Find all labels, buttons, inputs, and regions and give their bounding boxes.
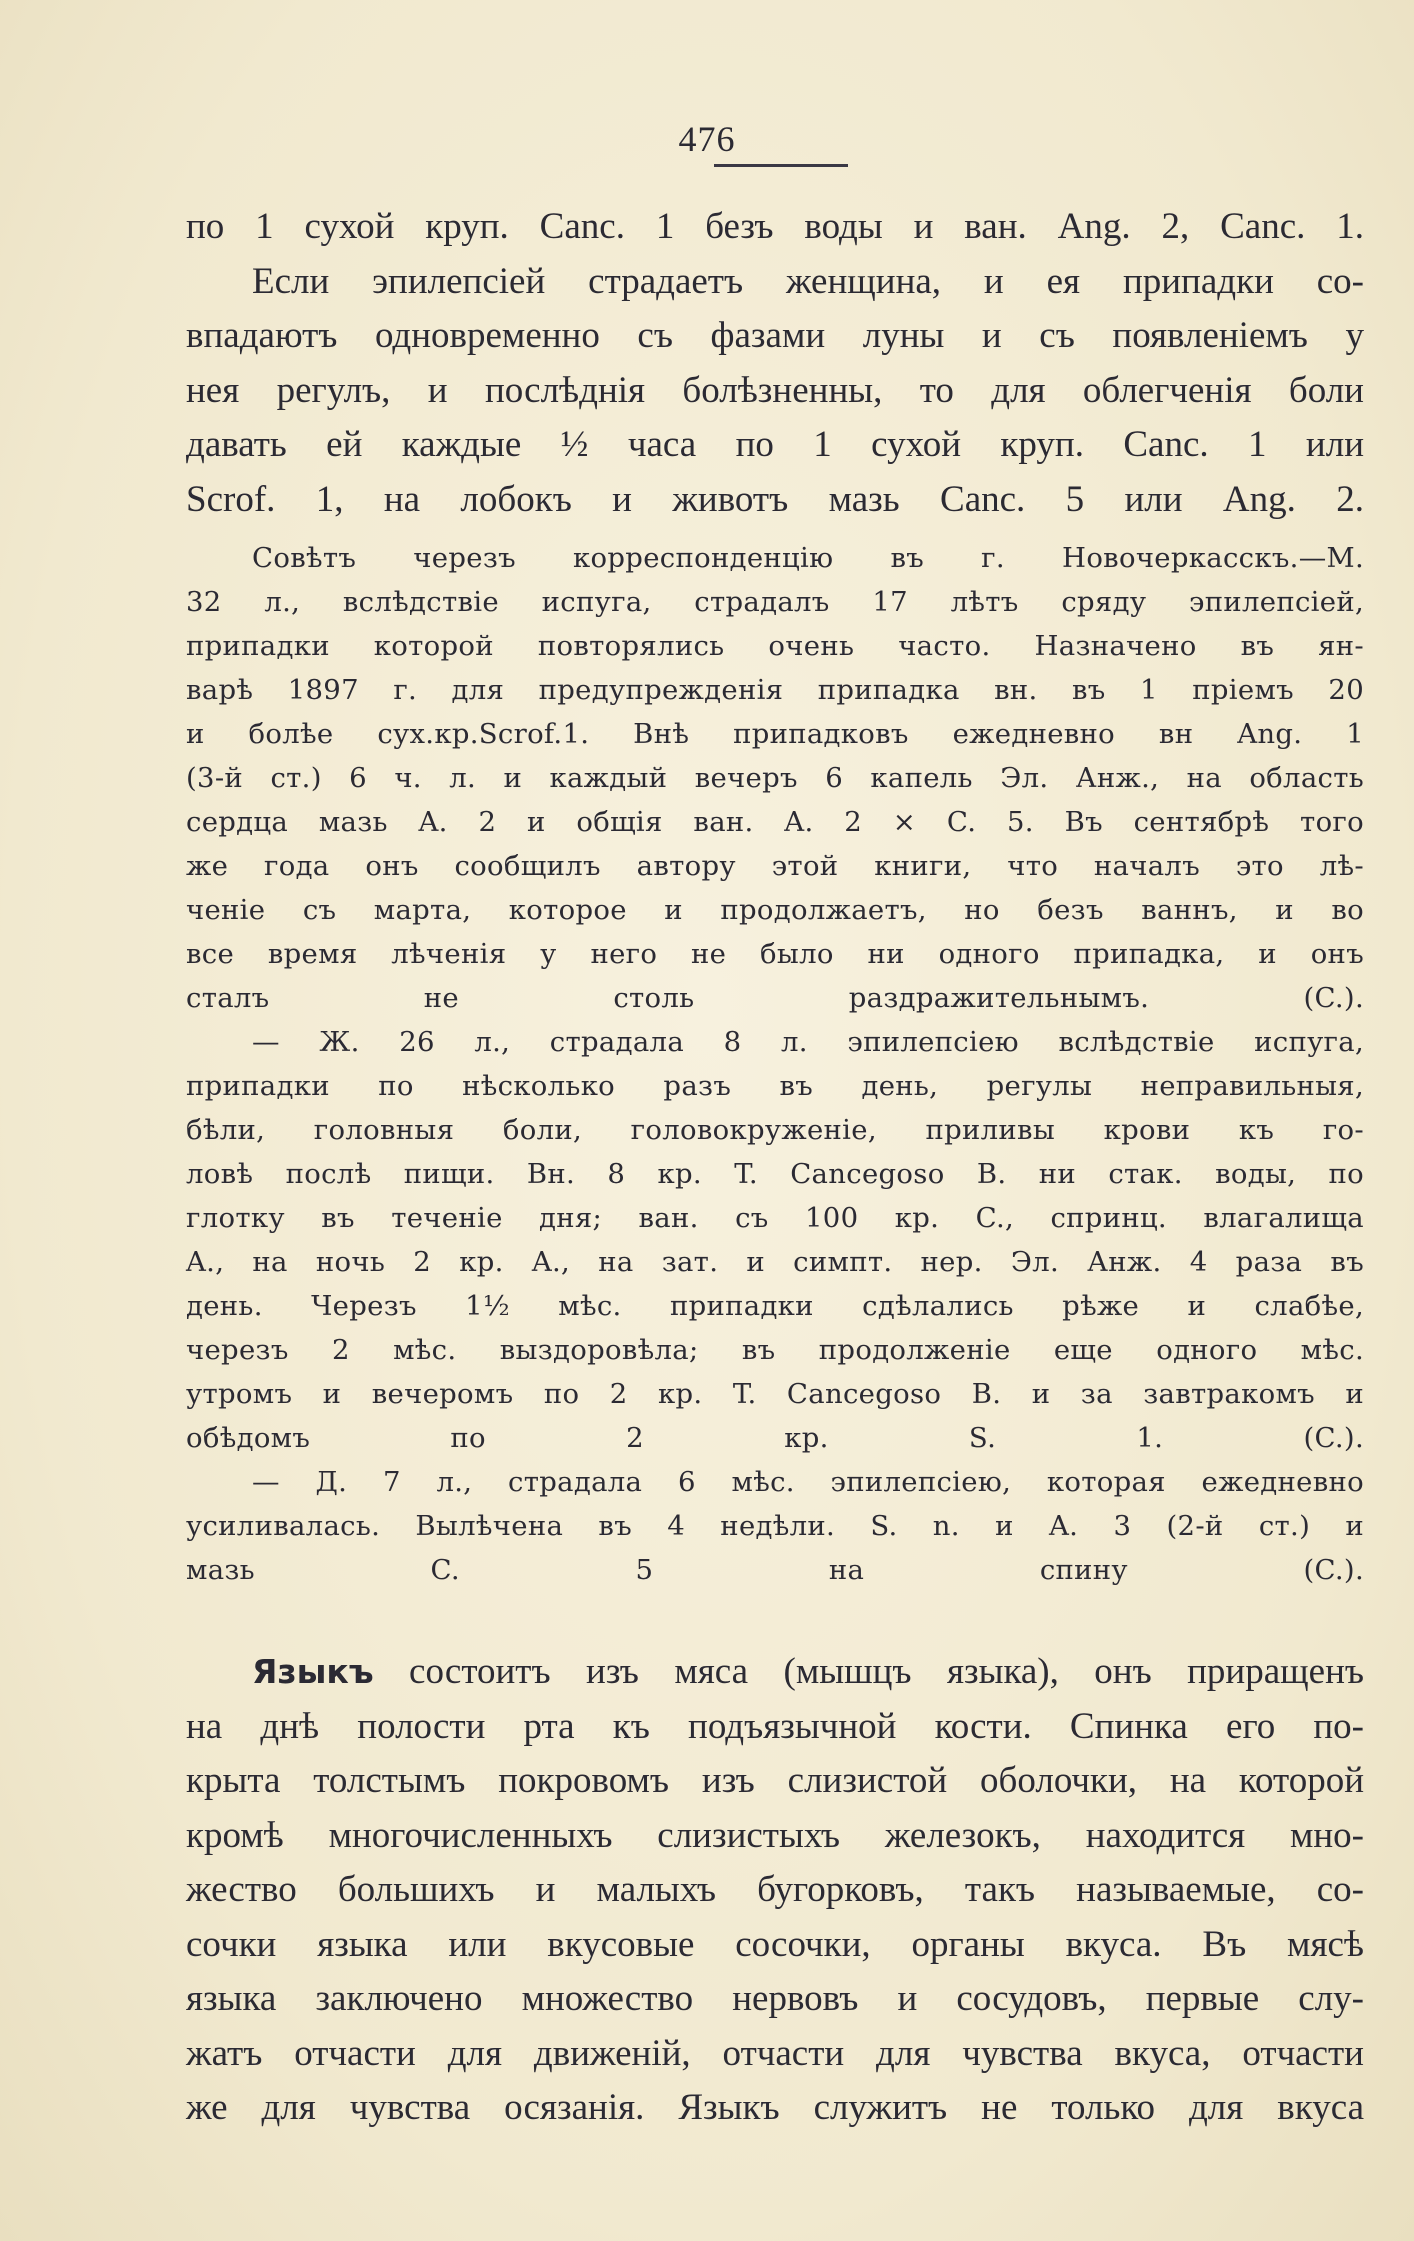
term-heading: Языкъ: [252, 1652, 374, 1691]
case-line: черезъ 2 мѣс. выздоровѣла; въ продолженіе еще одного мѣс.: [186, 1334, 1364, 1366]
text-line: Scrof. 1, на лобокъ и животъ мазь Canc. 5 или Ang. 2.: [186, 478, 1364, 520]
case-line: и болѣе сух.кр.Scrof.1. Внѣ припадковъ ежедневно вн Ang. 1: [186, 718, 1364, 750]
case-line: бѣли, головныя боли, головокруженіе, приливы крови къ го-: [186, 1114, 1364, 1146]
case-line: A., на ночь 2 кр. A., на зат. и симпт. нер. Эл. Анж. 4 раза въ: [186, 1246, 1364, 1278]
case-line: обѣдомъ по 2 кр. S. 1. (C.).: [186, 1422, 1364, 1454]
tongue-line: жество большихъ и малыхъ бугорковъ, такъ называемые, со-: [186, 1869, 1364, 1910]
text-line: нея регулъ, и послѣднія болѣзненны, то для облегченія боли: [186, 369, 1364, 411]
case-line: (3-й ст.) 6 ч. л. и каждый вечеръ 6 капель Эл. Анж., на область: [186, 762, 1364, 794]
text-line: впадаютъ одновременно съ фазами луны и съ появленіемъ у: [186, 315, 1364, 356]
case-line: припадки которой повторялись очень часто. Назначено въ ян-: [186, 630, 1364, 662]
tongue-line: сочки языка или вкусовые сосочки, органы вкуса. Въ мясѣ: [186, 1923, 1364, 1965]
case-line: ловѣ послѣ пищи. Вн. 8 кр. T. Cancegoso B. ни стак. воды, по: [186, 1158, 1364, 1190]
tongue-paragraph: [186, 1645, 1364, 2136]
case-line: усиливалась. Вылѣчена въ 4 недѣли. S. n. и A. 3 (2-й ст.) и: [186, 1510, 1364, 1542]
case-line: день. Черезъ 1½ мѣс. припадки сдѣлались рѣже и слабѣе,: [186, 1290, 1364, 1322]
case-line: глотку въ теченіе дня; ван. съ 100 кр. C., спринц. влагалища: [186, 1202, 1364, 1234]
page-number-rule: [714, 164, 848, 167]
tongue-line: на днѣ полости рта къ подъязычной кости. Спинка его по-: [186, 1705, 1364, 1747]
case-line: припадки по нѣсколько разъ въ день, регулы неправильныя,: [186, 1070, 1364, 1102]
case-line: ченіе съ марта, которое и продолжаетъ, но безъ ваннъ, и во: [186, 894, 1364, 926]
case-line: мазь C. 5 на спину (C.).: [186, 1554, 1364, 1586]
case-line: — Д. 7 л., страдала 6 мѣс. эпилепсіею, которая ежедневно: [252, 1466, 1364, 1498]
tongue-line: же для чувства осязанія. Языкъ служитъ не только для вкуса: [186, 2087, 1364, 2128]
case-line: Совѣтъ черезъ корреспонденцію въ г. Новочеркасскъ.—М.: [252, 542, 1364, 574]
text-line: по 1 сухой круп. Canc. 1 безъ воды и ван. Ang. 2, Canc. 1.: [186, 206, 1364, 247]
case-line: сердца мазь A. 2 и общія ван. A. 2 × C. 5. Въ сентябрѣ того: [186, 806, 1364, 838]
case-line: 32 л., вслѣдствіе испуга, страдалъ 17 лѣтъ сряду эпилепсіей,: [186, 586, 1364, 618]
tongue-line: крыта толстымъ покровомъ изъ слизистой оболочки, на которой: [186, 1760, 1364, 1801]
case-line: же года онъ сообщилъ автору этой книги, что началъ это лѣ-: [186, 850, 1364, 882]
text-line: Если эпилепсіей страдаетъ женщина, и ея припадки со-: [252, 260, 1364, 302]
tongue-line: языка заключено множество нервовъ и сосудовъ, первые слу-: [186, 1978, 1364, 2019]
case-line: — Ж. 26 л., страдала 8 л. эпилепсіею вслѣдствіе испуга,: [252, 1026, 1364, 1058]
tongue-line: Языкъ состоитъ изъ мяса (мышцъ языка), онъ приращенъ: [252, 1651, 1364, 1692]
tongue-line: жатъ отчасти для движеній, отчасти для чувства вкуса, отчасти: [186, 2032, 1364, 2074]
page-number: 476: [678, 119, 736, 159]
text-line: давать ей каждые ½ часа по 1 сухой круп. Canc. 1 или: [186, 424, 1364, 465]
top-paragraph: [186, 200, 1364, 527]
case-line: утромъ и вечеромъ по 2 кр. T. Cancegoso B. и за завтракомъ и: [186, 1378, 1364, 1410]
case-line: варѣ 1897 г. для предупрежденія припадка вн. въ 1 пріемъ 20: [186, 674, 1364, 706]
case-line: сталъ не столь раздражительнымъ. (C.).: [186, 982, 1364, 1014]
case-line: все время лѣченія у него не было ни одного припадка, и онъ: [186, 938, 1364, 970]
tongue-line: кромѣ многочисленныхъ слизистыхъ железокъ, находится мно-: [186, 1814, 1364, 1856]
case-reports: [186, 536, 1364, 1592]
